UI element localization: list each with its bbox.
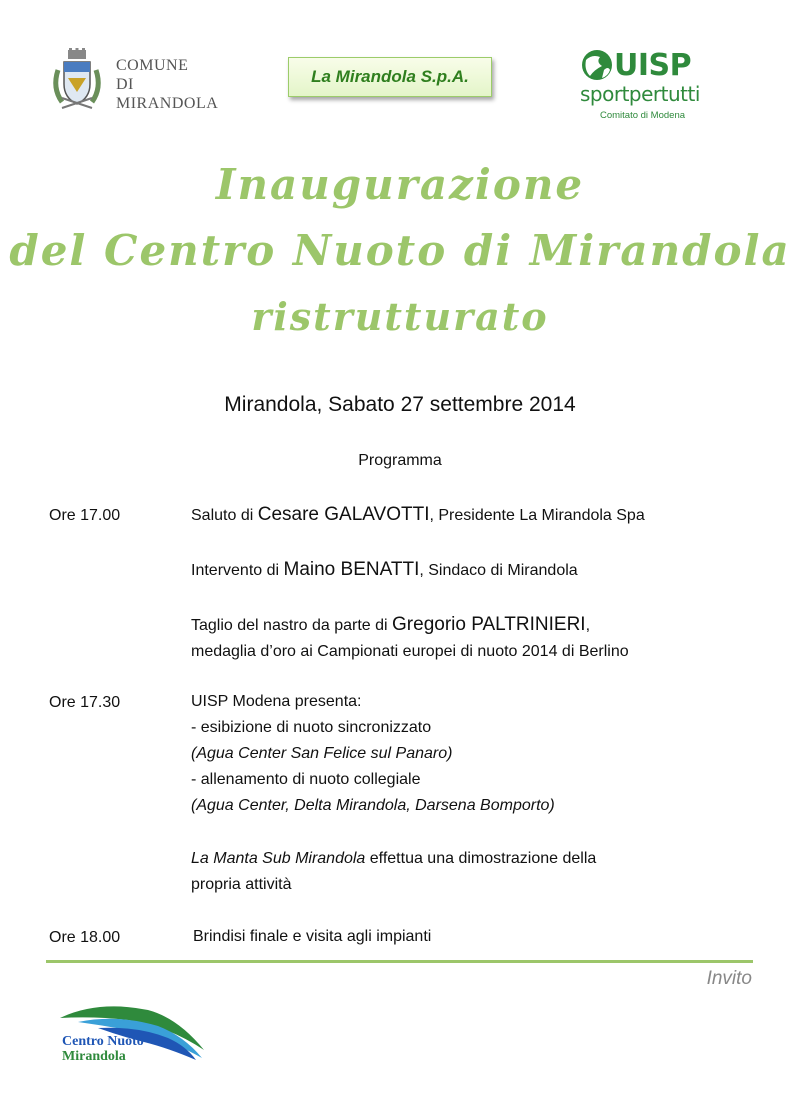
globe-icon	[580, 48, 614, 82]
item-text: - esibizione di nuoto sincronizzato	[191, 719, 432, 736]
time-1700: Ore 17.00	[49, 507, 121, 524]
item-text: (Agua Center, Delta Mirandola, Darsena Bomporto)	[191, 797, 555, 814]
person-name: Gregorio PALTRINIERI	[392, 614, 586, 635]
item-text: (Agua Center San Felice sul Panaro)	[191, 745, 453, 762]
invito-label: Invito	[706, 968, 752, 989]
item-text: propria attività	[191, 876, 292, 893]
program-item-manta	[191, 846, 596, 898]
comune-line-3: MIRANDOLA	[116, 95, 219, 112]
person-name: Maino BENATTI	[283, 559, 420, 580]
logo-line-1: Centro Nuoto	[62, 1034, 144, 1049]
item-text: UISP Modena presenta:	[191, 693, 362, 710]
item-text: - allenamento di nuoto collegiale	[191, 771, 421, 788]
comune-line-1: COMUNE	[116, 57, 189, 74]
program-item-uisp	[191, 689, 555, 819]
time-1730: Ore 17.30	[49, 694, 121, 711]
uisp-comitato: Comitato di Modena	[600, 110, 686, 121]
title-line-1: Inaugurazione	[215, 160, 585, 209]
program-item-greeting	[191, 502, 645, 529]
item-text: Taglio del nastro da parte di	[191, 617, 393, 634]
item-text: ,	[585, 617, 591, 634]
person-name: Cesare GALAVOTTI	[257, 504, 430, 525]
uisp-tagline: sportpertutti	[580, 82, 700, 106]
item-text: La Manta Sub Mirandola	[191, 850, 366, 867]
divider	[46, 960, 753, 963]
time-1800: Ore 18.00	[49, 929, 121, 946]
uisp-logo	[578, 48, 708, 126]
title-line-3: ristrutturato	[251, 294, 549, 339]
uisp-wordmark: UISP	[614, 48, 692, 83]
logo-line-2: Mirandola	[62, 1049, 126, 1064]
program-item-ribbon	[191, 612, 629, 665]
title-line-2: del Centro Nuoto di Mirandola	[9, 226, 791, 275]
centro-nuoto-logo	[58, 1000, 208, 1070]
item-text: , Presidente La Mirandola Spa	[429, 507, 645, 524]
spa-badge	[288, 57, 492, 97]
comune-line-2: DI	[116, 76, 134, 93]
program-item-intervention	[191, 557, 578, 584]
item-text: Intervento di	[191, 562, 284, 579]
event-date: Mirandola, Sabato 27 settembre 2014	[224, 393, 576, 416]
coat-of-arms-icon	[48, 48, 106, 114]
item-text: , Sindaco di Mirandola	[419, 562, 578, 579]
item-text: effettua una dimostrazione della	[365, 850, 597, 867]
spa-label: La Mirandola S.p.A.	[311, 67, 469, 86]
item-text: Saluto di	[191, 507, 258, 524]
comune-logo	[48, 48, 238, 118]
program-item-toast: Brindisi finale e visita agli impianti	[193, 928, 432, 945]
item-text: medaglia d’oro ai Campionati europei di nuoto 2014 di Berlino	[191, 643, 629, 660]
programma-heading: Programma	[358, 452, 442, 469]
